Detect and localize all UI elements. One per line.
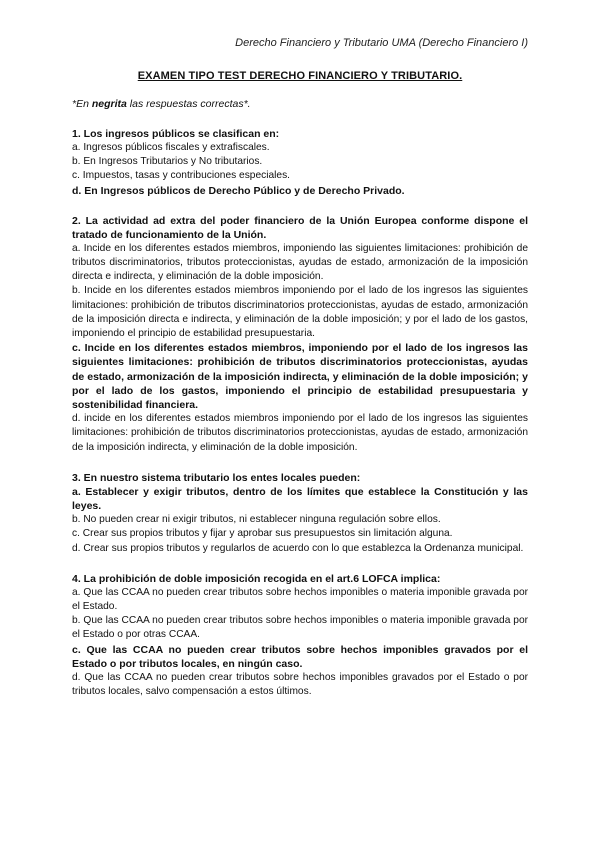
page-header: Derecho Financiero y Tributario UMA (Derecho Financiero I) [235,37,528,49]
option-b: b. No pueden crear ni exigir tributos, ni establecer ninguna regulación sobre ellos. [72,514,441,526]
intro-note [72,98,528,110]
intro-prefix: *En [72,98,92,110]
option-b: b. Que las CCAA no pueden crear tributos sobre hechos imponibles o materia imponible gravada por el Estado o por otras CCAA. [72,615,528,641]
option-d-correct: d. En Ingresos públicos de Derecho Público y de Derecho Privado. [72,184,405,197]
option-a-correct: a. Establecer y exigir tributos, dentro de los límites que establece la Constitución y las leyes. [72,485,528,513]
option-c-correct: c. Que las CCAA no pueden crear tributos sobre hechos imponibles gravados por el Estado o por tributos locales, en ningún caso. [72,643,528,670]
question-1 [72,127,528,198]
question-2 [72,214,528,455]
question-text: 1. Los ingresos públicos se clasifican en: [72,128,280,140]
question-text: 2. La actividad ad extra del poder financiero de la Unión Europea conforme dispone el tratado de funcionamiento de la Unión. [72,214,528,241]
option-c-correct: c. Incide en los diferentes estados miembros, imponiendo por el lado de los ingresos las siguientes limitaciones: prohibición de tributos discriminatorios proteccionistas, ayudas de estado, armonización de la imposición indirecta, y eliminación de la doble imposición; y por el lado de los gastos, imponiendo el principio de estabilidad presupuestaria y sostenibilidad financiera. [72,342,528,412]
document-body [72,70,528,716]
question-text: 3. En nuestro sistema tributario los entes locales pueden: [72,471,361,484]
option-b: b. Incide en los diferentes estados miembros imponiendo por el lado de los ingresos las siguientes limitaciones: prohibición de tributos discriminatorios proteccionistas, ayudas de estado, armonización de la imposición directa e indirecta, y eliminación de la doble imposición; y por el lado de los gastos, imponiendo el principio de estabilidad presupuestaria. [72,285,528,340]
option-d: d. Que las CCAA no pueden crear tributos sobre hechos imponibles gravados por el Estado o por tributos locales, salvo compensación a estos últimos. [72,672,528,698]
document-title: EXAMEN TIPO TEST DERECHO FINANCIERO Y TRIBUTARIO. [137,70,463,82]
option-b: b. En Ingresos Tributarios y No tributarios. [72,156,263,168]
question-text: 4. La prohibición de doble imposición recogida en el art.6 LOFCA implica: [72,572,441,585]
option-a: a. Que las CCAA no pueden crear tributos sobre hechos imponibles o materia imponible gravada por el Estado. [72,586,528,613]
intro-suffix: las respuestas correctas*. [126,98,251,110]
intro-bold: negrita [91,98,127,110]
option-c: c. Impuestos, tasas y contribuciones especiales. [72,170,291,182]
question-4 [72,572,528,700]
option-a: a. Ingresos públicos fiscales y extrafiscales. [72,142,270,153]
option-d: d. Crear sus propios tributos y regularlos de acuerdo con lo que establezca la Ordenanza municipal. [72,542,524,554]
question-3 [72,471,528,556]
option-d: d. incide en los diferentes estados miembros imponiendo por el lado de los ingresos las siguientes limitaciones: prohibición de tributos discriminatorios proteccionistas, ayudas de estado, armonización de la imposición indirecta, y eliminación de la doble imposición. [72,413,528,453]
option-a: a. Incide en los diferentes estados miembros, imponiendo las siguientes limitaciones: prohibición de tributos discriminatorios, tributos proteccionistas, ayudas de estado, armonización de la imposición directa e indirecta, y eliminación de la doble imposición. [72,242,528,283]
option-c: c. Crear sus propios tributos y fijar y aprobar sus presupuestos sin limitación alguna. [72,528,453,540]
